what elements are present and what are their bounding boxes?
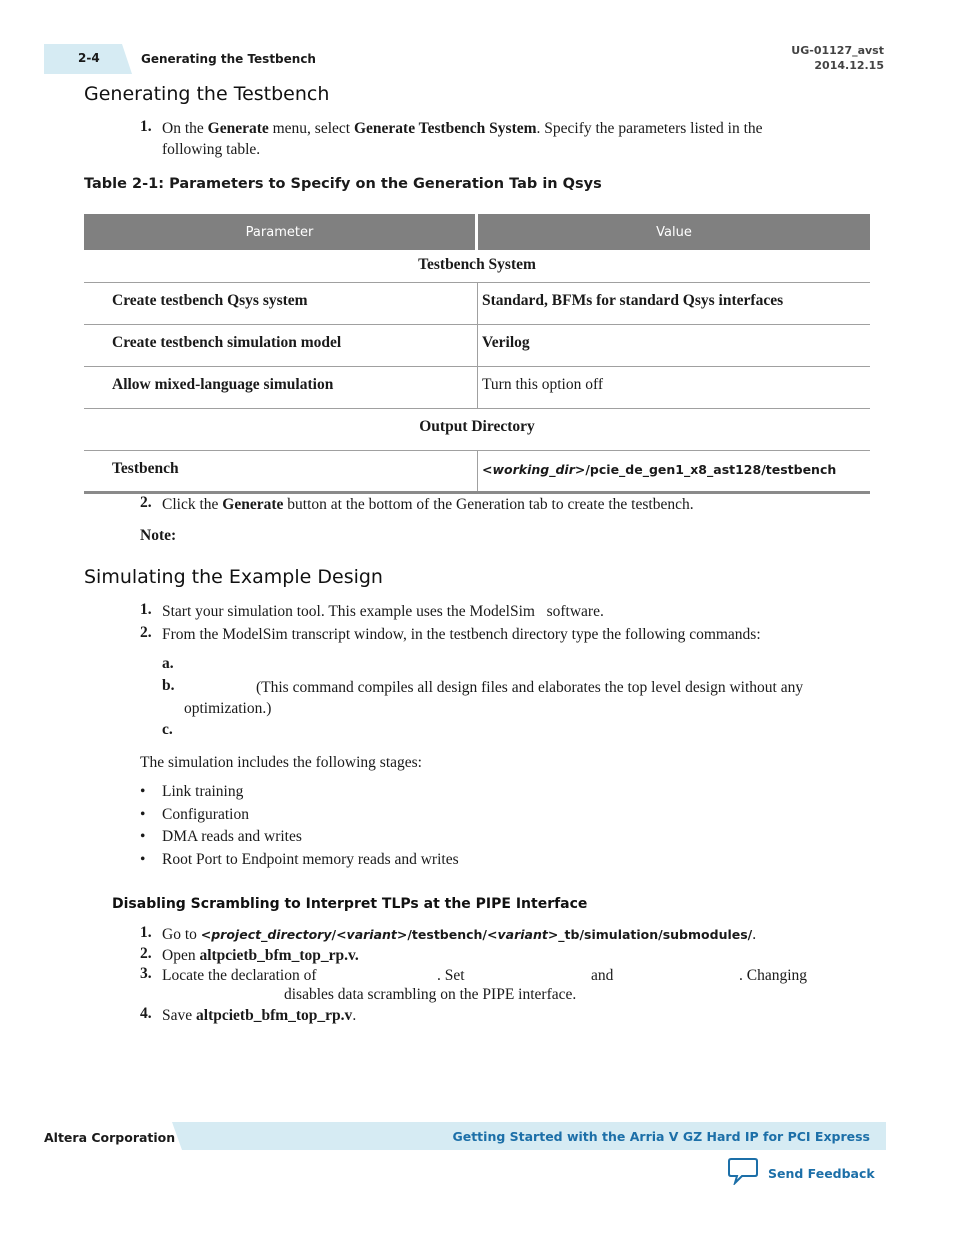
table-column-divider <box>477 450 478 492</box>
sim-substep-b-text: (This command compiles all design files and elaborates the top level design without any <box>256 679 804 696</box>
gen-step1-command: Generate Testbench System <box>353 120 537 137</box>
subsection-title-scrambling: Disabling Scrambling to Interpret TLPs at the PIPE Interface <box>112 896 588 912</box>
scr-step3-text-e: disables data scrambling on the PIPE interface. <box>284 986 577 1003</box>
section-title-simulating: Simulating the Example Design <box>84 566 383 588</box>
gen-step1-menu: Generate <box>207 120 269 137</box>
table-cell-value: Turn this option off <box>482 376 604 393</box>
path-variable: working_dir <box>492 462 575 477</box>
scr-step4-filename: altpcietb_bfm_top_rp.v <box>196 1007 353 1024</box>
send-feedback-label[interactable]: Send Feedback <box>768 1165 875 1181</box>
table-group-output-directory: Output Directory <box>419 418 535 435</box>
page-number: 2-4 <box>78 51 100 65</box>
scr-step2-number: 2. <box>140 945 152 962</box>
path-part: < <box>200 927 212 942</box>
doc-id-block <box>791 43 884 73</box>
path-variable: variant <box>346 927 397 942</box>
list-item: • Link training <box>140 783 459 806</box>
scr-step4-text <box>162 1005 356 1026</box>
table-divider <box>84 408 870 409</box>
footer-company: Altera Corporation <box>44 1130 176 1145</box>
table-column-divider <box>477 282 478 408</box>
sim-step1-text: Start your simulation tool. This example uses the ModelSim software. <box>162 603 604 620</box>
table-cell-value: Verilog <box>482 334 530 351</box>
table-cell-param: Testbench <box>112 460 179 477</box>
scr-step1-text <box>162 924 756 945</box>
stages-intro: The simulation includes the following stages: <box>140 754 422 771</box>
path-part: >/pcie_de_gen1_x8_ast128/testbench <box>574 462 837 477</box>
list-item: • DMA reads and writes <box>140 828 459 851</box>
path-part: < <box>482 462 493 477</box>
gen-step2-text-a: Click the <box>162 496 223 513</box>
footer-doc-title-link[interactable]: Getting Started with the Arria V GZ Hard IP for PCI Express <box>452 1129 870 1144</box>
doc-date: 2014.12.15 <box>814 59 884 72</box>
sim-step2-number: 2. <box>140 624 152 641</box>
scr-step2-filename: altpcietb_bfm_top_rp.v. <box>199 947 359 964</box>
table-group-testbench-system: Testbench System <box>418 256 536 273</box>
section-title-generating: Generating the Testbench <box>84 83 330 105</box>
table-header-parameter: Parameter <box>84 214 475 250</box>
scr-step1-path <box>201 927 753 942</box>
gen-step2-button-name: Generate <box>222 496 284 513</box>
table-cell-param: Create testbench Qsys system <box>112 292 308 309</box>
gen-step1-number: 1. <box>140 118 152 135</box>
gen-step1-text <box>162 118 842 139</box>
scr-step1-text-a: Go to <box>162 926 201 943</box>
sim-substep-c: c. <box>162 721 173 738</box>
scr-step3-text-c: and <box>591 967 614 984</box>
scr-step4-number: 4. <box>140 1005 152 1022</box>
list-item: • Root Port to Endpoint memory reads and writes <box>140 851 459 874</box>
gen-step1-text-e: . Specify the parameters listed in the <box>536 120 763 137</box>
scr-step2-text <box>162 945 359 966</box>
sim-step2-text: From the ModelSim transcript window, in the testbench directory type the following commands: <box>162 626 761 643</box>
scr-step4-text-a: Save <box>162 1007 197 1024</box>
table-cell-value: Standard, BFMs for standard Qsys interfaces <box>482 292 784 309</box>
table-cell-param: Allow mixed-language simulation <box>112 376 334 393</box>
send-feedback-link[interactable] <box>728 1158 875 1188</box>
path-variable: project_directory <box>211 927 332 942</box>
path-part: /< <box>331 927 347 942</box>
sim-step1-number: 1. <box>140 601 152 618</box>
path-variable: variant <box>497 927 548 942</box>
gen-step1-text-line2: following table. <box>162 141 261 158</box>
scr-step1-number: 1. <box>140 924 152 941</box>
scr-step3-number: 3. <box>140 965 152 982</box>
stages-list <box>140 783 459 873</box>
sim-substep-b-text-line2: optimization.) <box>184 700 272 717</box>
scr-step3-text-d: . Changing <box>739 967 808 984</box>
scr-step4-period: . <box>352 1007 357 1024</box>
table-header-value: Value <box>478 214 870 250</box>
feedback-icon[interactable] <box>728 1157 758 1190</box>
gen-step2-text-c: button at the bottom of the Generation tab to create the testbench. <box>283 496 694 513</box>
gen-step1-text-a: On the <box>162 120 208 137</box>
sim-substep-b: b. <box>162 677 175 694</box>
scr-step1-period: . <box>752 926 757 943</box>
gen-step2-text <box>162 494 694 515</box>
scr-step2-text-a: Open <box>162 947 200 964</box>
running-title: Generating the Testbench <box>141 52 316 66</box>
scr-step3-text-b: . Set <box>437 967 465 984</box>
path-part: >_tb/simulation/submodules/ <box>547 927 753 942</box>
note-label: Note: <box>140 527 177 544</box>
sim-substep-a: a. <box>162 655 174 672</box>
path-part: >/testbench/< <box>396 927 498 942</box>
table-caption: Table 2-1: Parameters to Specify on the Generation Tab in Qsys <box>84 176 602 192</box>
list-item: • Configuration <box>140 806 459 829</box>
doc-id: UG-01127_avst <box>791 44 884 57</box>
scr-step3-text-a: Locate the declaration of <box>162 967 317 984</box>
table-cell-param: Create testbench simulation model <box>112 334 342 351</box>
gen-step2-number: 2. <box>140 494 152 511</box>
table-cell-value-path <box>482 462 836 477</box>
gen-step1-text-c: menu, select <box>268 120 354 137</box>
